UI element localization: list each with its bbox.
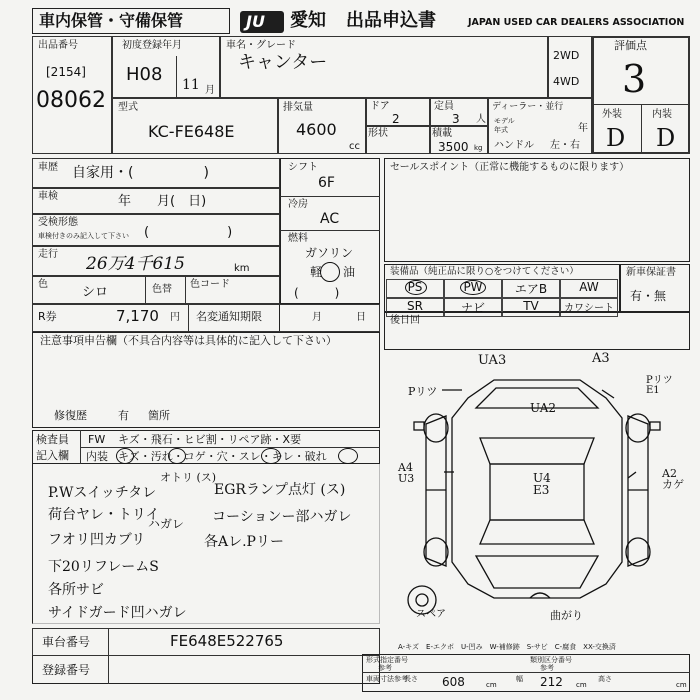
ac-value: AC [320,211,340,227]
first-reg-label: 初度登録年月 [122,40,182,51]
length-label: 車両寸法参考 [366,675,408,683]
diagram-right-side [628,416,648,566]
diagram-left-side [426,416,446,566]
mileage-value: 26万4千615 [86,254,185,274]
displacement-label: 排気量 [283,102,313,113]
hw-line-0b: EGRランプ点灯 (ス) [214,482,346,498]
dealer-label: ディーラー・並行 [492,102,564,112]
dimensions-box [362,654,690,692]
drive-2wd: 2WD [553,49,580,62]
ac-divider [280,230,380,231]
equipment-label: 装備品（純正品に限り○をつけてください） [390,266,579,277]
width-value: 212 [540,675,563,689]
wheel-fr [626,414,650,442]
color-code-label: 色コード [190,279,230,290]
color-label: 色 [38,279,48,290]
name-change-month: 月 [312,312,322,323]
interior-grade: D [656,124,676,152]
shift-value: 6F [318,175,335,191]
ac-label: 冷房 [288,199,308,210]
chassis-divider [108,628,109,684]
storage-label: 車内保管・守備保管 [39,11,184,30]
inspector-label: 検査員 [36,433,69,446]
equipment-ps [386,279,444,298]
equipment-tv: TV [502,298,560,317]
shift-label: シフト [288,162,318,173]
org-name: 愛知 [290,10,326,31]
prev-label: 受検形態 [38,217,78,228]
fw-items: キズ・飛石・ヒビ割・リペア跡・X要 [118,433,302,446]
equipment-leather: カワシート [560,298,618,317]
shift-divider [280,196,380,197]
handle-value: 左・右 [550,140,580,151]
interior-items: キズ・汚れ・コゲ・穴・スレ・キレ・破れ [118,450,327,463]
hw-line-0: オトリ (ス) [160,471,217,484]
hw-line-5: 各所サビ [48,582,104,598]
load-label: 積載 [432,128,452,139]
registration-label: 登録番号 [42,663,91,677]
width-label: 幅 [516,675,523,683]
load-unit: kg [474,144,483,152]
fuel-circle [320,262,340,282]
exterior-grade: D [606,124,626,152]
equipment-sr: SR [386,298,444,317]
height-label: 高さ [598,675,612,683]
length-unit: cm [486,681,497,689]
after-label: 後日回 [390,315,420,326]
color-change-label: 色替 [152,284,172,295]
fuel-light: 軽 [310,265,323,279]
model-year-label-1: モデル [494,117,515,125]
mark-a2: A2 カゲ [662,467,684,491]
sales-point-box [384,158,690,262]
mileage-unit: km [234,263,250,274]
mark-bend: 曲がり [550,609,583,622]
first-reg-month-divider [176,56,177,98]
shaken-value: 年 月( 日) [118,194,207,209]
new-warranty-label: 新車保証書 [626,267,676,278]
lot-bracket: [2154] [46,65,86,79]
mark-spare: スペア [416,609,446,620]
hw-line-3b: 各Aレ.Pリー [204,534,284,550]
equipment-pw [444,279,502,298]
length-value: 608 [442,675,465,689]
first-reg-year: H08 [126,64,163,85]
equipment-airbag: エアB [502,279,560,298]
new-warranty-value: 有・無 [630,289,667,303]
mark-p-left: Pリツ [408,385,438,398]
model-year-label-2: 年式 [494,126,508,134]
type-spec-ref: 参考 [378,664,392,672]
notes-label: 注意事項申告欄（不具合内容等は具体的に記入して下さい） [40,334,337,347]
lot-label: 出品番号 [38,40,78,51]
interior-circle-1 [116,448,134,464]
hw-line-3: フオリ凹カブリ [48,532,146,548]
rating-score: 3 [622,57,647,101]
mark-ua3: UA3 [478,353,507,368]
model-label: 車名・グレード [226,40,296,51]
hw-line-4: 下20リフレームS [48,559,159,575]
capacity-label: 定員 [434,101,454,112]
recycle-label: R券 [38,310,57,323]
repair-place: 箇所 [148,409,170,422]
dimensions-mid-line [362,672,690,673]
shaken-label: 車検 [38,191,58,202]
diagram-trunk [476,556,598,588]
sales-point-label: セールスポイント（正常に機能するものに限ります） [390,162,630,173]
logo-text: JU [246,12,265,31]
height-unit: cm [676,681,687,689]
width-unit: cm [576,681,587,689]
mark-curve [530,593,550,598]
drive-cell [548,36,592,98]
model-name: キャンター [238,52,328,73]
type-value: KC-FE648E [148,122,235,141]
chassis-value: FE648E522765 [170,632,284,650]
inspector-label-2: 記入欄 [36,449,69,462]
hw-line-2c: コーションー部ハガレ [212,509,352,525]
history-label: 車歴 [38,162,58,173]
shape-label: 形状 [368,128,388,139]
equipment-grid [386,279,618,315]
lot-number: 08062 [36,88,106,113]
mirror-right [650,422,660,430]
cc-unit: cc [349,141,360,152]
interior-items-label: 内装 [86,450,108,463]
category-ref: 参考 [540,664,554,672]
model-year-unit: 年 [578,123,588,134]
prev-note: 車検付きのみ記入して下さい [38,232,129,240]
length-sub: 長さ [404,675,418,683]
color-value: シロ [82,285,109,300]
hw-line-2: 荷台ヤレ・トリイ [48,507,160,523]
history-value: 自家用・( ) [72,165,209,181]
equipment-ps-text: PS [407,280,423,294]
equipment-pw-text: PW [463,280,483,294]
mark-a4: A4 U3 [398,461,415,485]
fuel-bracket: ( ) [294,286,340,300]
doors-label: ドア [370,101,390,112]
type-label: 型式 [118,102,138,113]
prev-value: ( ) [144,225,233,240]
diagram-windshield [480,438,594,464]
hw-line-6: サイドガード凹ハガレ [48,605,187,621]
ps-circle [405,280,427,295]
repair-label: 修復歴 [54,409,87,422]
spare-tire-inner [416,594,428,606]
drive-4wd: 4WD [553,75,580,88]
rating-mid-divider [641,104,642,154]
doors-value: 2 [392,112,400,126]
mirror-left [414,422,424,430]
displacement-value: 4600 [296,120,337,139]
color-change-divider [145,276,146,304]
mark-p-right: Pリツ E1 [646,375,673,396]
interior-circle-2 [168,448,186,464]
interior-label: 内装 [652,109,672,120]
fuel-oil: 油 [343,265,356,279]
exterior-label: 外装 [602,109,622,120]
fw-label: FW [88,433,106,446]
mark-a3: A3 [592,351,610,366]
fuel-label: 燃料 [288,233,308,244]
first-reg-month: 11 [182,77,200,93]
mark-line-4 [628,472,636,478]
ju-logo [240,11,284,33]
recycle-value: 7,170 [116,307,159,325]
repair-value: 有 [118,409,129,422]
fuel-value: ガソリン [305,246,354,260]
first-reg-month-unit: 月 [205,85,215,96]
chassis-label: 車台番号 [42,635,91,649]
form-title: 出品申込書 [346,10,436,31]
interior-circle-4 [338,448,358,464]
diagram-rear-window [480,520,594,544]
after-box [384,312,690,350]
wheel-fl [424,414,448,442]
equipment-navi: ナビ [444,298,502,317]
color-code-divider [185,276,186,304]
mark-u4: U4 E3 [533,471,551,497]
name-change-label: 名変通知期限 [196,310,262,323]
mileage-label: 走行 [38,249,58,260]
capacity-value: 3 [452,112,460,126]
category-label: 類別区分番号 [530,656,572,664]
name-change-day: 日 [356,312,366,323]
hw-line-1: P.Wスイッチタレ [48,485,157,501]
handle-label: ハンドル [494,140,534,151]
capacity-unit: 人 [476,114,486,125]
rating-label: 評価点 [614,39,647,52]
pw-circle [460,280,486,295]
interior-circle-3 [261,448,281,464]
mark-ua2: UA2 [530,401,557,415]
equipment-aw: AW [560,279,618,298]
diagram-legend: A-キズ E-エクボ U-凹み W-補修跡 S-サビ C-腐食 XX-交換済 [398,643,616,651]
storage-label-box [32,8,230,34]
hw-line-2b: ハガレ [148,517,185,531]
recycle-divider [188,304,189,332]
load-value: 3500 [438,140,469,154]
type-spec-label: 形式指定番号 [366,656,408,664]
english-title: JAPAN USED CAR DEALERS ASSOCIATION [468,17,685,28]
recycle-unit: 円 [170,312,180,323]
